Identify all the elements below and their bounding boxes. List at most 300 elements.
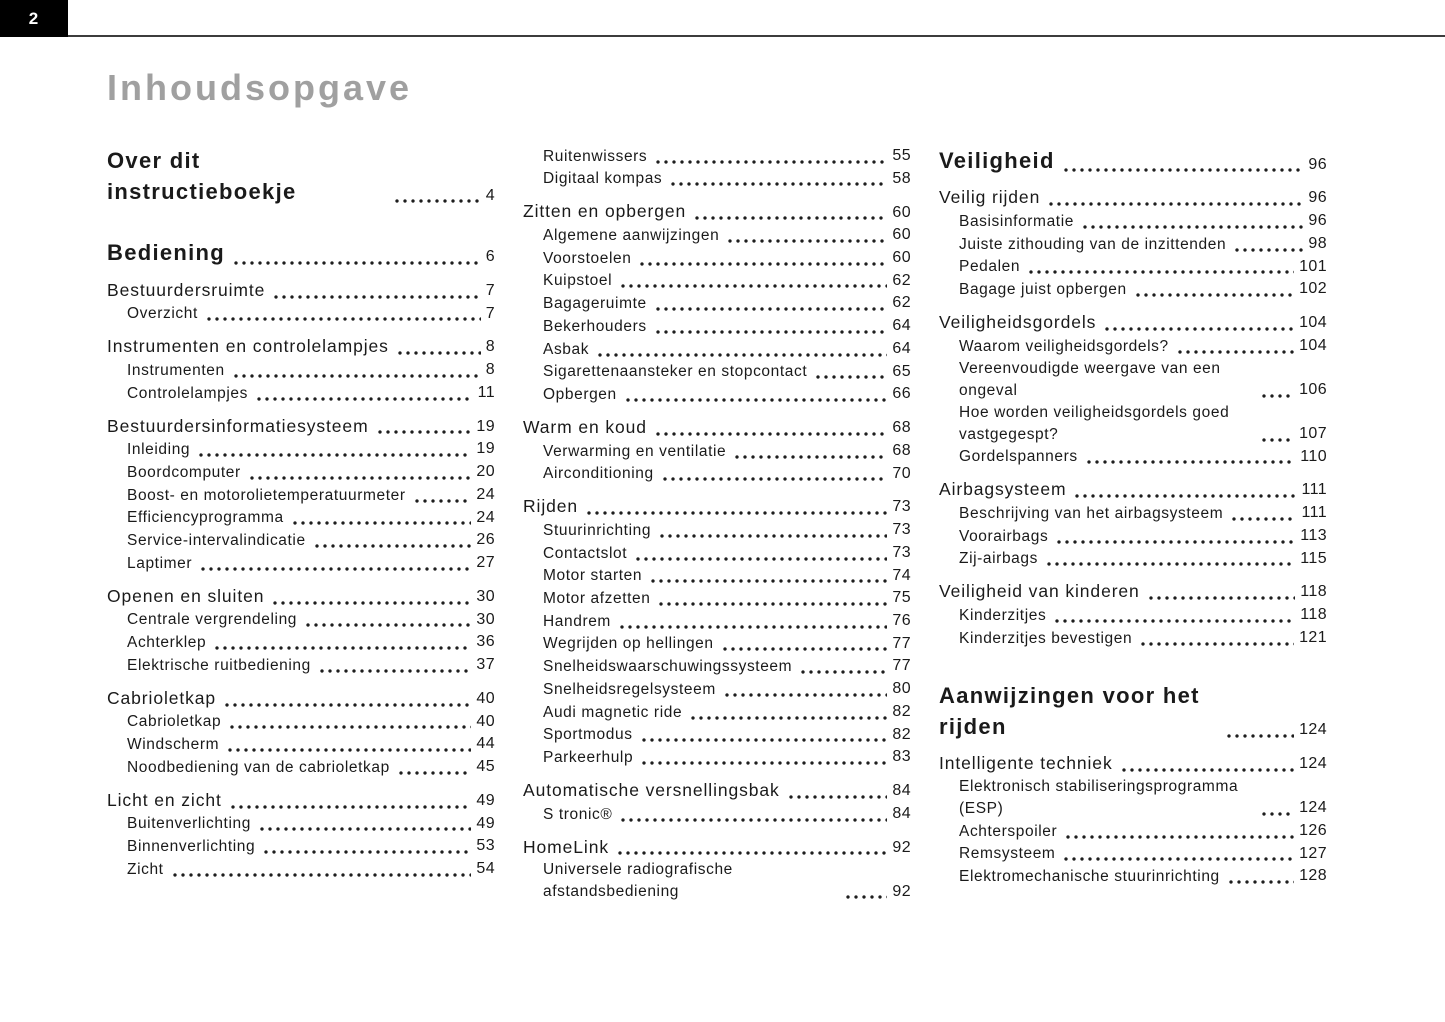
toc-entry	[939, 185, 1327, 210]
toc-entry	[543, 270, 911, 293]
toc-entry-label: Airconditioning	[543, 465, 654, 483]
toc-entry-page: 20	[476, 463, 495, 481]
toc-entry-label: Motor afzetten	[543, 590, 651, 608]
toc-column-2	[523, 145, 911, 903]
toc-entry	[939, 680, 1327, 742]
dot-leader	[396, 351, 481, 355]
toc-entry-label: Wegrijden op hellingen	[543, 635, 714, 653]
toc-entry-page: 7	[485, 281, 495, 299]
toc-entry-page: 84	[892, 782, 911, 800]
toc-entry	[127, 609, 495, 632]
toc-entry-label: Parkeerhulp	[543, 749, 634, 767]
toc-entry-page: 49	[476, 791, 495, 809]
toc-entry	[543, 292, 911, 315]
dot-leader	[634, 557, 887, 561]
dot-leader	[1064, 835, 1294, 839]
toc-entry	[127, 733, 495, 756]
toc-entry	[543, 701, 911, 724]
toc-entry-page: 40	[476, 689, 495, 707]
dot-leader	[1055, 540, 1295, 544]
toc-column-1	[107, 145, 495, 903]
toc-entry	[939, 477, 1327, 502]
dot-leader	[1260, 438, 1294, 442]
dot-leader	[197, 453, 471, 457]
toc-entry	[543, 315, 911, 338]
dot-leader	[304, 623, 471, 627]
toc-entry	[959, 627, 1327, 650]
dot-leader	[1073, 494, 1296, 498]
toc-entry-page: 68	[892, 419, 911, 437]
dot-leader	[654, 432, 887, 436]
toc-entry-label: Zitten en opbergen	[523, 201, 687, 222]
toc-entry-label: Sportmodus	[543, 726, 633, 744]
dot-leader	[1027, 270, 1294, 274]
toc-entry	[543, 463, 911, 486]
toc-entry	[127, 711, 495, 734]
toc-entry	[127, 303, 495, 326]
dot-leader	[393, 199, 480, 203]
toc-entry-label: Bestuurdersruimte	[107, 279, 266, 300]
dot-leader	[272, 295, 480, 299]
toc-entry-label: Airbagsysteem	[939, 479, 1067, 500]
toc-entry-page: 124	[1299, 755, 1327, 773]
toc-entry	[939, 145, 1327, 176]
toc-entry-label: Bagageruimte	[543, 295, 647, 313]
toc-entry	[523, 415, 911, 440]
toc-entry-page: 118	[1300, 583, 1327, 601]
toc-entry-page: 128	[1299, 867, 1327, 885]
toc-entry-page: 7	[485, 304, 495, 322]
toc-entry-page: 64	[892, 317, 911, 335]
dot-leader	[1230, 517, 1296, 521]
toc-entry	[959, 358, 1327, 402]
dot-leader	[689, 716, 887, 720]
dot-leader	[1047, 202, 1303, 206]
toc-entry	[939, 310, 1327, 335]
toc-entry-page: 27	[476, 553, 495, 571]
toc-entry-page: 6	[485, 247, 495, 265]
toc-entry-page: 45	[476, 757, 495, 775]
toc-entry	[127, 507, 495, 530]
toc-entry-page: 36	[476, 633, 495, 651]
toc-entry-page: 66	[892, 385, 911, 403]
toc-entry	[127, 654, 495, 677]
toc-entry-page: 60	[892, 226, 911, 244]
toc-entry-label: Pedalen	[959, 258, 1021, 276]
toc-entry	[543, 678, 911, 701]
toc-entry	[959, 278, 1327, 301]
toc-entry	[543, 610, 911, 633]
dot-leader	[654, 330, 888, 334]
dot-leader	[814, 375, 887, 379]
toc-entry-page: 107	[1299, 424, 1327, 442]
page-header-rule	[0, 0, 1445, 37]
toc-entry-label: Veiligheidsgordels	[939, 311, 1097, 332]
toc-entry	[127, 438, 495, 461]
dot-leader	[1147, 596, 1296, 600]
dot-leader	[649, 579, 887, 583]
toc-entry-page: 75	[892, 589, 911, 607]
toc-entry-page: 127	[1299, 844, 1327, 862]
page-number: 2	[28, 8, 40, 28]
toc-entry	[523, 494, 911, 519]
toc-entry-page: 30	[476, 587, 495, 605]
dot-leader	[255, 397, 473, 401]
toc-entry-label: Veiligheid van kinderen	[939, 581, 1140, 602]
toc-entry	[127, 813, 495, 836]
toc-entry	[959, 776, 1327, 820]
toc-entry-label: Veilig rijden	[939, 187, 1041, 208]
toc-entry-page: 83	[892, 748, 911, 766]
toc-entry-page: 101	[1299, 257, 1327, 275]
toc-entry-label: Windscherm	[127, 735, 220, 753]
dot-leader	[1134, 293, 1294, 297]
toc-entry-label: Contactslot	[543, 544, 628, 562]
toc-entry	[959, 335, 1327, 358]
dot-leader	[1260, 812, 1294, 816]
toc-entry-page: 55	[892, 147, 911, 164]
toc-entry-label: Intelligente techniek	[939, 752, 1113, 773]
toc-entry-label: Basisinformatie	[959, 212, 1074, 230]
dot-leader	[205, 317, 481, 321]
dot-leader	[723, 693, 888, 697]
dot-leader	[213, 646, 471, 650]
toc-entry-page: 124	[1299, 721, 1327, 739]
dot-leader	[654, 160, 887, 164]
toc-entry-page: 62	[892, 294, 911, 312]
dot-leader	[618, 625, 887, 629]
dot-leader	[1225, 734, 1294, 738]
toc-entry-label: Aanwijzingen voor het rijden	[939, 682, 1200, 739]
toc-entry	[107, 145, 495, 207]
toc-entry	[107, 278, 495, 303]
toc-entry-label: Remsysteem	[959, 845, 1056, 863]
toc-entry-label: Warm en koud	[523, 417, 647, 438]
dot-leader	[1085, 460, 1296, 464]
toc-entry-label: Boost- en motorolietemperatuurmeter	[127, 486, 406, 504]
toc-entry-label: Kinderzitjes bevestigen	[959, 629, 1133, 647]
toc-entry-page: 126	[1299, 821, 1327, 839]
toc-entry-label: Gordelspanners	[959, 448, 1078, 466]
toc-entry-page: 121	[1299, 628, 1327, 646]
dot-leader	[1062, 857, 1294, 861]
dot-leader	[654, 307, 888, 311]
toc-entry-page: 84	[892, 804, 911, 822]
dot-leader	[799, 670, 887, 674]
dot-leader	[669, 182, 887, 186]
toc-entry-label: Opbergen	[543, 386, 617, 404]
toc-entry-label: Binnenverlichting	[127, 837, 256, 855]
toc-entry-label: Kuipstoel	[543, 272, 613, 290]
toc-entry	[107, 334, 495, 359]
toc-entry-page: 110	[1300, 447, 1327, 465]
toc-entry	[543, 655, 911, 678]
toc-entry	[543, 587, 911, 610]
page-title: Inhoudsopgave	[107, 67, 413, 108]
dot-leader	[1053, 619, 1295, 623]
toc-entry-page: 80	[892, 680, 911, 698]
toc-entry-label: Zij-airbags	[959, 550, 1038, 568]
dot-leader	[376, 430, 472, 434]
toc-entry-label: Audi magnetic ride	[543, 703, 683, 721]
toc-entry-label: Rijden	[523, 496, 579, 517]
dot-leader	[661, 477, 888, 481]
toc-entry-label: Laptimer	[127, 554, 193, 572]
toc-entry-page: 70	[892, 464, 911, 482]
toc-entry-label: Juiste zithouding van de inzittenden	[959, 235, 1227, 253]
dot-leader	[721, 647, 888, 651]
dot-leader	[248, 476, 472, 480]
toc-entry	[543, 224, 911, 247]
dot-leader	[787, 795, 888, 799]
dot-leader	[313, 544, 472, 548]
toc-entry	[543, 859, 911, 903]
dot-leader	[616, 851, 887, 855]
dot-leader	[1176, 350, 1294, 354]
toc-entry-label: Vereenvoudigde weergave van een ongeval	[959, 359, 1221, 399]
toc-entry-label: Stuurinrichting	[543, 521, 652, 539]
toc-entry-label: Beschrijving van het airbagsysteem	[959, 504, 1224, 522]
toc-entry-page: 68	[892, 441, 911, 459]
toc-entry-label: Snelheidswaarschuwingssysteem	[543, 658, 793, 676]
toc-entry-label: Ruitenwissers	[543, 147, 648, 165]
toc-entry-label: Handrem	[543, 612, 611, 630]
toc-entry-label: Inleiding	[127, 441, 191, 459]
toc-entry-label: Bediening	[107, 240, 226, 266]
toc-entry-label: S tronic®	[543, 805, 613, 823]
dot-leader	[318, 669, 472, 673]
toc-entry-label: HomeLink	[523, 836, 609, 857]
toc-entry-page: 64	[892, 339, 911, 357]
toc-entry	[959, 548, 1327, 571]
toc-entry-page: 24	[476, 508, 495, 526]
dot-leader	[1227, 880, 1294, 884]
toc-entry	[959, 210, 1327, 233]
toc-entry-page: 98	[1308, 234, 1327, 252]
dot-leader	[1260, 394, 1294, 398]
toc-entry	[959, 233, 1327, 256]
toc-entry-page: 74	[892, 566, 911, 584]
toc-entry-page: 60	[892, 249, 911, 266]
toc-entry-label: Bagage juist opbergen	[959, 280, 1127, 298]
toc-entry-page: 26	[476, 531, 495, 549]
toc-entry-label: Automatische versnellingsbak	[523, 780, 780, 801]
toc-entry-page: 96	[1308, 212, 1327, 230]
toc-entry-label: Boordcomputer	[127, 463, 241, 481]
toc-entry	[523, 778, 911, 803]
toc-entry-label: Cabrioletkap	[107, 687, 217, 708]
toc-entry-label: Hoe worden veiligheidsgordels goed vastgegespt?	[959, 403, 1230, 443]
toc-entry-label: Elektrische ruitbediening	[127, 656, 311, 674]
toc-entry	[127, 529, 495, 552]
toc-entry-label: Instrumenten en controlelampjes	[107, 336, 389, 357]
toc-entry-page: 19	[476, 440, 495, 458]
toc-entry-page: 82	[892, 725, 911, 743]
toc-entry	[939, 751, 1327, 776]
toc-entry-label: Cabrioletkap	[127, 713, 222, 731]
toc-entry-label: Openen en sluiten	[107, 585, 265, 606]
dot-leader	[624, 398, 888, 402]
toc-entry-page: 102	[1299, 280, 1327, 298]
dot-leader	[1081, 225, 1303, 229]
dot-leader	[232, 261, 481, 265]
dot-leader	[726, 239, 887, 243]
dot-leader	[1233, 248, 1303, 252]
toc-entry	[959, 843, 1327, 866]
toc-entry	[127, 484, 495, 507]
toc-entry	[543, 361, 911, 384]
toc-entry	[959, 446, 1327, 469]
toc-column-3	[939, 145, 1327, 903]
dot-leader	[226, 748, 471, 752]
toc-entry-page: 60	[892, 203, 911, 221]
toc-entry-page: 58	[892, 169, 911, 187]
toc-entry-label: Waarom veiligheidsgordels?	[959, 337, 1169, 355]
toc-entry-label: Efficiencyprogramma	[127, 509, 284, 527]
toc-entry-page: 82	[892, 702, 911, 720]
toc-entry-label: Zicht	[127, 860, 164, 878]
dot-leader	[1062, 168, 1304, 172]
toc-entry	[959, 256, 1327, 279]
toc-entry-page: 113	[1300, 526, 1327, 544]
toc-entry	[127, 461, 495, 484]
toc-entry	[523, 835, 911, 860]
toc-entry-page: 96	[1308, 189, 1327, 207]
toc-entry-page: 124	[1299, 799, 1327, 817]
toc-entry	[543, 247, 911, 270]
toc-entry-page: 62	[892, 271, 911, 289]
dot-leader	[1045, 562, 1295, 566]
dot-leader	[199, 567, 471, 571]
toc-entry-page: 76	[892, 612, 911, 630]
toc-entry-page: 111	[1301, 481, 1327, 499]
dot-leader	[657, 602, 887, 606]
toc-entry	[107, 686, 495, 711]
toc-entry	[543, 383, 911, 406]
dot-leader	[658, 534, 887, 538]
toc-entry	[959, 502, 1327, 525]
toc-entry-page: 53	[476, 837, 495, 855]
toc-entry-label: Kinderzitjes	[959, 606, 1047, 624]
toc-entry	[127, 382, 495, 405]
dot-leader	[640, 761, 887, 765]
toc-entry	[127, 631, 495, 654]
toc-entry-label: Overzicht	[127, 305, 198, 323]
toc-entry-label: Achterklep	[127, 633, 207, 651]
toc-entry-label: Over dit instructieboekje	[107, 148, 297, 205]
toc-entry-page: 8	[485, 338, 495, 356]
dot-leader	[619, 818, 887, 822]
toc-entry	[543, 145, 911, 168]
toc-entry-page: 104	[1299, 336, 1327, 354]
toc-entry-label: Algemene aanwijzingen	[543, 227, 720, 244]
dot-leader	[271, 601, 471, 605]
toc-entry	[107, 237, 495, 268]
toc-entry-page: 37	[476, 655, 495, 673]
toc-entry	[543, 338, 911, 361]
dot-leader	[619, 284, 887, 288]
toc-entry-label: Bestuurdersinformatiesysteem	[107, 415, 369, 436]
dot-leader	[638, 262, 887, 266]
dot-leader	[232, 374, 481, 378]
toc-entry	[543, 746, 911, 769]
toc-entry-label: Elektronisch stabiliseringsprogramma (ESP)	[959, 777, 1239, 817]
toc-entry-label: Buitenverlichting	[127, 815, 251, 833]
dot-leader	[733, 455, 887, 459]
toc-entry-page: 8	[485, 361, 495, 379]
toc-entry-page: 73	[892, 521, 911, 539]
toc-entry	[127, 756, 495, 779]
toc-entry-label: Centrale vergrendeling	[127, 611, 298, 629]
toc-entry-page: 77	[892, 634, 911, 652]
dot-leader	[1120, 768, 1295, 772]
toc-entry-label: Instrumenten	[127, 361, 225, 379]
toc-entry-label: Voorstoelen	[543, 249, 632, 267]
toc-entry-page: 96	[1308, 155, 1327, 173]
dot-leader	[413, 499, 472, 503]
toc-entry	[543, 565, 911, 588]
toc-entry-label: Voorairbags	[959, 527, 1049, 545]
dot-leader	[258, 827, 471, 831]
toc-entry-label: Achterspoiler	[959, 822, 1058, 840]
dot-leader	[1103, 327, 1294, 331]
toc-columns	[107, 145, 1327, 903]
toc-entry	[543, 519, 911, 542]
dot-leader	[585, 511, 887, 515]
toc-entry	[127, 858, 495, 881]
toc-entry-label: Service-intervalindicatie	[127, 531, 306, 549]
toc-entry-label: Digitaal kompas	[543, 170, 663, 188]
toc-entry-page: 77	[892, 657, 911, 675]
toc-entry-page: 92	[892, 882, 911, 900]
toc-entry-page: 106	[1299, 380, 1327, 398]
toc-entry-label: Noodbediening van de cabrioletkap	[127, 758, 390, 776]
toc-entry-label: Controlelampjes	[127, 384, 248, 402]
toc-entry-label: Verwarming en ventilatie	[543, 442, 727, 460]
toc-entry-page: 11	[477, 383, 495, 401]
toc-entry	[543, 168, 911, 191]
toc-entry-label: Motor starten	[543, 567, 643, 585]
toc-entry	[107, 414, 495, 439]
toc-entry-page: 4	[485, 186, 495, 204]
toc-entry-page: 24	[476, 485, 495, 503]
page-number-tab	[0, 0, 68, 37]
toc-entry	[543, 724, 911, 747]
toc-entry	[523, 199, 911, 224]
toc-entry	[127, 552, 495, 575]
toc-entry-label: Sigarettenaansteker en stopcontact	[543, 363, 808, 381]
toc-entry	[543, 633, 911, 656]
toc-entry	[107, 788, 495, 813]
toc-entry-label: Snelheidsregelsysteem	[543, 680, 716, 698]
toc-entry-label: Licht en zicht	[107, 789, 222, 810]
toc-entry	[939, 579, 1327, 604]
toc-entry-page: 40	[476, 712, 495, 730]
toc-entry	[959, 525, 1327, 548]
toc-entry	[127, 359, 495, 382]
toc-entry	[543, 440, 911, 463]
dot-leader	[229, 805, 472, 809]
toc-entry	[959, 604, 1327, 627]
toc-entry	[127, 835, 495, 858]
toc-entry	[959, 820, 1327, 843]
dot-leader	[397, 771, 472, 775]
toc-entry	[959, 865, 1327, 888]
dot-leader	[596, 353, 887, 357]
dot-leader	[693, 216, 887, 220]
toc-entry-page: 73	[892, 543, 911, 561]
toc-entry-page: 54	[476, 859, 495, 877]
